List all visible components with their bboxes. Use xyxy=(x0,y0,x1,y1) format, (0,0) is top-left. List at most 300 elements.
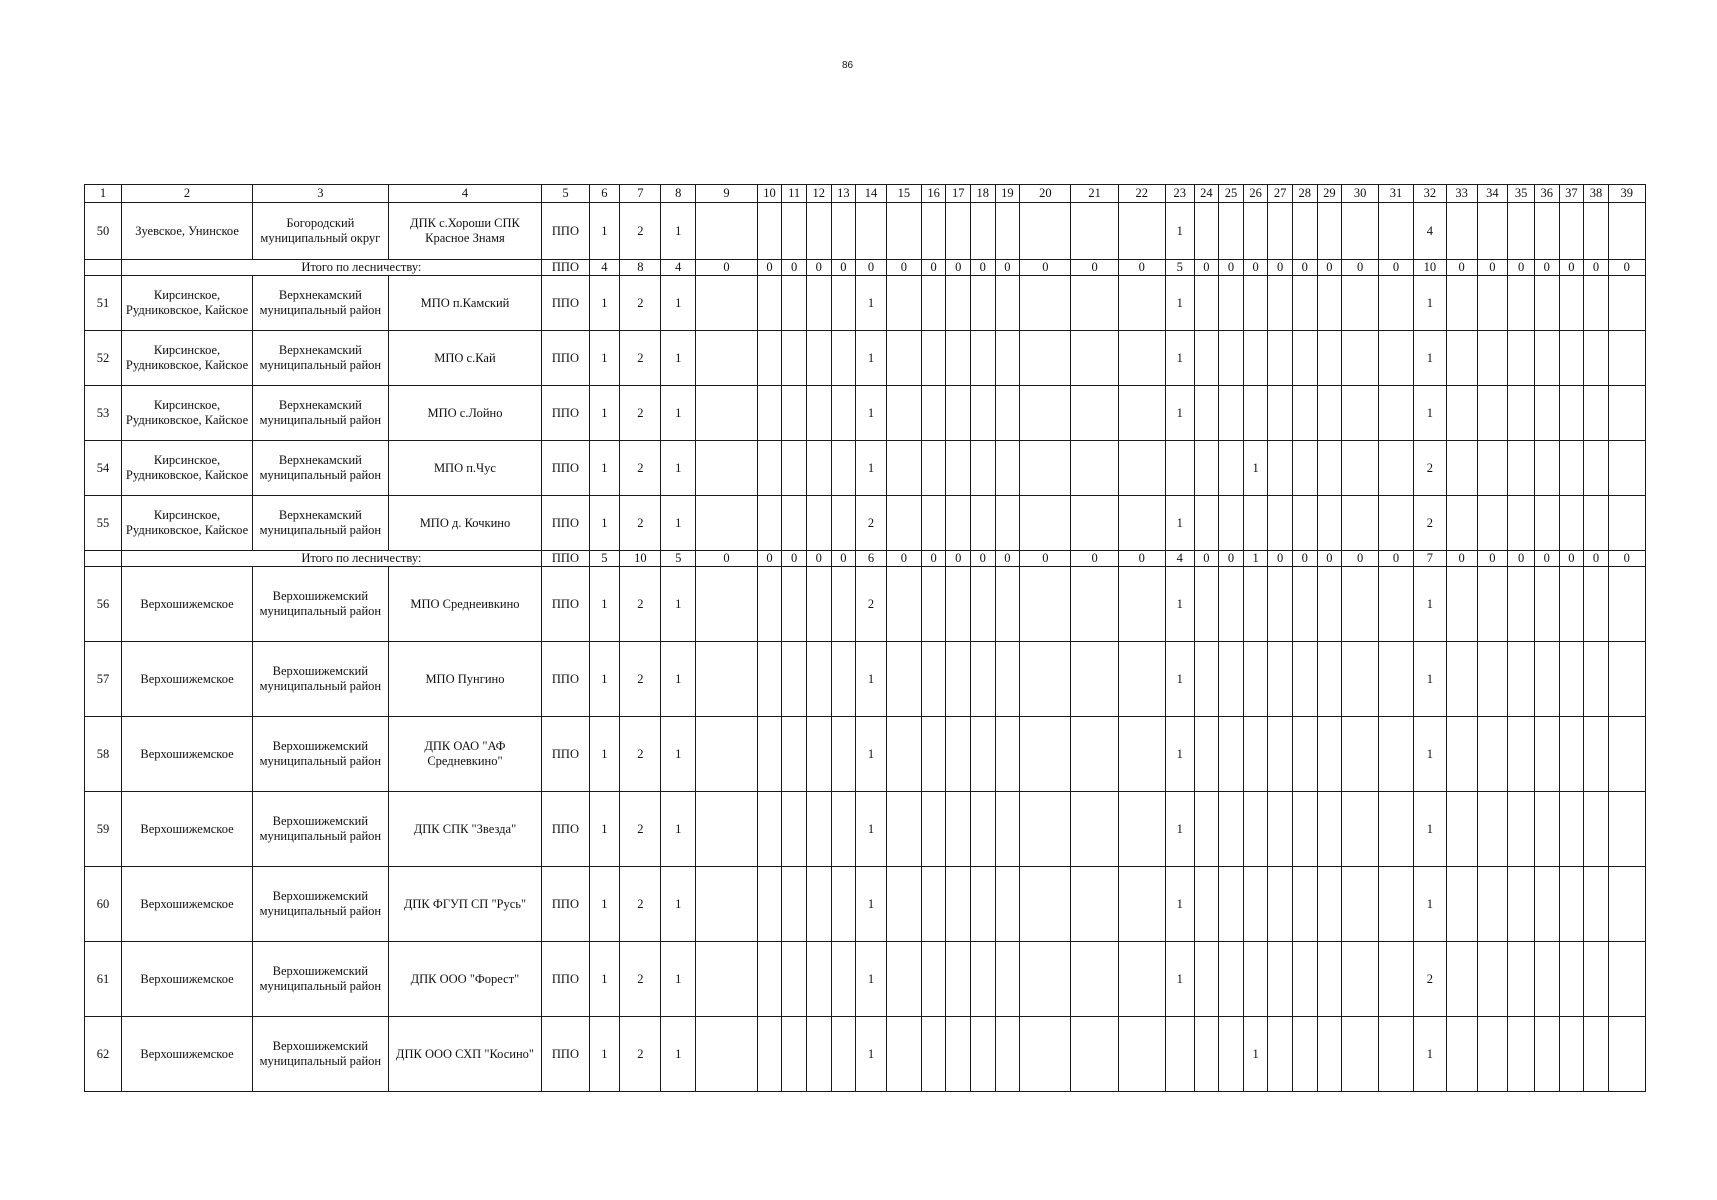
value-cell xyxy=(1118,441,1165,496)
value-cell xyxy=(1194,942,1219,1017)
value-cell: 1 xyxy=(589,567,620,642)
settlement-cell: Верхошижемское xyxy=(121,792,252,867)
value-cell: 1 xyxy=(856,386,887,441)
header-row xyxy=(85,185,1646,203)
value-cell: 2 xyxy=(620,386,661,441)
row-number-cell: 59 xyxy=(85,792,122,867)
subtotal-cell: 0 xyxy=(886,551,921,567)
subtotal-cell: ППО xyxy=(542,551,589,567)
column-number: 5 xyxy=(542,185,589,203)
organization-cell: МПО Пунгино xyxy=(388,642,542,717)
settlement-cell: Верхошижемское xyxy=(121,1017,252,1092)
value-cell: 4 xyxy=(1413,203,1446,260)
subtotal-cell: 0 xyxy=(921,260,946,276)
value-cell xyxy=(696,792,758,867)
value-cell: 1 xyxy=(1165,276,1194,331)
subtotal-cell: 0 xyxy=(1243,260,1268,276)
value-cell xyxy=(1292,867,1317,942)
value-cell xyxy=(1118,276,1165,331)
row-number-cell: 55 xyxy=(85,496,122,551)
value-cell xyxy=(1477,717,1508,792)
value-cell: 1 xyxy=(589,496,620,551)
column-number: 7 xyxy=(620,185,661,203)
value-cell xyxy=(831,496,856,551)
value-cell xyxy=(1194,276,1219,331)
value-cell xyxy=(1608,441,1645,496)
value-cell xyxy=(1020,276,1071,331)
value-cell xyxy=(1165,441,1194,496)
value-cell xyxy=(1071,717,1118,792)
value-cell xyxy=(971,792,996,867)
value-cell xyxy=(1446,203,1477,260)
value-cell xyxy=(1243,386,1268,441)
organization-cell: ДПК СПК "Звезда" xyxy=(388,792,542,867)
value-cell xyxy=(1317,441,1342,496)
value-cell xyxy=(831,331,856,386)
value-cell: 1 xyxy=(589,1017,620,1092)
value-cell: 1 xyxy=(661,496,696,551)
subtotal-cell: 0 xyxy=(831,260,856,276)
value-cell xyxy=(1194,496,1219,551)
municipality-cell: Верхошижемский муниципальный район xyxy=(253,792,388,867)
value-cell xyxy=(995,792,1020,867)
value-cell xyxy=(1194,386,1219,441)
value-cell xyxy=(1584,1017,1609,1092)
value-cell xyxy=(995,441,1020,496)
value-cell xyxy=(696,276,758,331)
value-cell xyxy=(696,1017,758,1092)
table-row xyxy=(85,1017,1646,1092)
value-cell: 1 xyxy=(661,867,696,942)
value-cell xyxy=(782,203,807,260)
value-cell xyxy=(1194,1017,1219,1092)
value-cell xyxy=(946,717,971,792)
value-cell xyxy=(1379,717,1414,792)
value-cell xyxy=(1342,496,1379,551)
value-cell xyxy=(1477,276,1508,331)
value-cell: 1 xyxy=(1165,203,1194,260)
row-number-cell: 60 xyxy=(85,867,122,942)
value-cell xyxy=(921,1017,946,1092)
municipality-cell: Верхошижемский муниципальный район xyxy=(253,942,388,1017)
organization-cell: МПО с.Лойно xyxy=(388,386,542,441)
value-cell xyxy=(1534,386,1559,441)
value-cell xyxy=(1342,1017,1379,1092)
value-cell xyxy=(1508,717,1535,792)
value-cell: 1 xyxy=(1165,717,1194,792)
value-cell xyxy=(1292,276,1317,331)
subtotal-cell: 0 xyxy=(1194,260,1219,276)
column-number: 9 xyxy=(696,185,758,203)
subtotal-cell: 0 xyxy=(1559,260,1584,276)
value-cell xyxy=(782,717,807,792)
value-cell xyxy=(1317,567,1342,642)
subtotal-cell: 0 xyxy=(1477,260,1508,276)
subtotal-cell: 4 xyxy=(1165,551,1194,567)
value-cell xyxy=(1219,276,1244,331)
value-cell xyxy=(1118,203,1165,260)
value-cell xyxy=(946,441,971,496)
column-number: 26 xyxy=(1243,185,1268,203)
value-cell xyxy=(1020,331,1071,386)
value-cell xyxy=(806,496,831,551)
value-cell: 2 xyxy=(1413,441,1446,496)
value-cell xyxy=(1508,331,1535,386)
value-cell: 2 xyxy=(620,1017,661,1092)
value-cell: 1 xyxy=(1165,567,1194,642)
value-cell xyxy=(1584,441,1609,496)
subtotal-cell: 10 xyxy=(1413,260,1446,276)
value-cell xyxy=(1243,942,1268,1017)
value-cell xyxy=(995,642,1020,717)
unit-type-cell: ППО xyxy=(542,386,589,441)
value-cell xyxy=(971,496,996,551)
value-cell xyxy=(971,203,996,260)
value-cell xyxy=(1379,331,1414,386)
value-cell xyxy=(806,717,831,792)
value-cell xyxy=(1268,441,1293,496)
value-cell xyxy=(1508,276,1535,331)
value-cell xyxy=(1268,331,1293,386)
subtotal-cell: 0 xyxy=(856,260,887,276)
value-cell xyxy=(782,496,807,551)
subtotal-row xyxy=(85,260,1646,276)
subtotal-cell: 0 xyxy=(1118,260,1165,276)
value-cell xyxy=(1292,331,1317,386)
value-cell xyxy=(1342,642,1379,717)
value-cell xyxy=(1268,867,1293,942)
value-cell xyxy=(1379,203,1414,260)
organization-cell: МПО п.Камский xyxy=(388,276,542,331)
settlement-cell: Кирсинское, Рудниковское, Кайское xyxy=(121,496,252,551)
settlement-cell: Верхошижемское xyxy=(121,942,252,1017)
unit-type-cell: ППО xyxy=(542,942,589,1017)
subtotal-cell: 0 xyxy=(1292,260,1317,276)
column-number: 28 xyxy=(1292,185,1317,203)
value-cell xyxy=(946,203,971,260)
value-cell xyxy=(1219,867,1244,942)
value-cell xyxy=(1508,203,1535,260)
value-cell: 1 xyxy=(661,1017,696,1092)
organization-cell: МПО д. Кочкино xyxy=(388,496,542,551)
value-cell: 1 xyxy=(1413,717,1446,792)
value-cell xyxy=(806,567,831,642)
subtotal-cell: 0 xyxy=(946,551,971,567)
value-cell xyxy=(1243,567,1268,642)
value-cell xyxy=(1608,867,1645,942)
value-cell xyxy=(1020,867,1071,942)
settlement-cell: Верхошижемское xyxy=(121,642,252,717)
value-cell: 2 xyxy=(620,867,661,942)
value-cell xyxy=(1194,441,1219,496)
value-cell xyxy=(1342,717,1379,792)
subtotal-cell: 0 xyxy=(1317,551,1342,567)
settlement-cell: Верхошижемское xyxy=(121,867,252,942)
value-cell xyxy=(1071,331,1118,386)
value-cell xyxy=(1194,642,1219,717)
value-cell xyxy=(1584,386,1609,441)
value-cell xyxy=(1219,567,1244,642)
value-cell xyxy=(971,717,996,792)
value-cell xyxy=(971,567,996,642)
value-cell xyxy=(1446,717,1477,792)
value-cell xyxy=(831,1017,856,1092)
value-cell xyxy=(757,1017,782,1092)
value-cell xyxy=(1243,331,1268,386)
value-cell: 1 xyxy=(589,331,620,386)
value-cell xyxy=(921,942,946,1017)
value-cell xyxy=(1534,942,1559,1017)
organization-cell: ДПК ООО СХП "Косино" xyxy=(388,1017,542,1092)
settlement-cell: Верхошижемское xyxy=(121,567,252,642)
subtotal-cell: 0 xyxy=(921,551,946,567)
value-cell xyxy=(1317,276,1342,331)
subtotal-cell: 0 xyxy=(995,260,1020,276)
value-cell xyxy=(1446,642,1477,717)
subtotal-row xyxy=(85,551,1646,567)
subtotal-cell: 0 xyxy=(696,260,758,276)
column-number: 20 xyxy=(1020,185,1071,203)
value-cell xyxy=(995,496,1020,551)
subtotal-cell: 0 xyxy=(782,260,807,276)
value-cell: 1 xyxy=(1413,792,1446,867)
subtotal-cell: 0 xyxy=(1446,260,1477,276)
column-number: 30 xyxy=(1342,185,1379,203)
value-cell xyxy=(946,942,971,1017)
value-cell xyxy=(1534,792,1559,867)
subtotal-cell: 4 xyxy=(661,260,696,276)
value-cell xyxy=(921,642,946,717)
municipality-cell: Верхнекамский муниципальный район xyxy=(253,496,388,551)
organization-cell: МПО Среднеивкино xyxy=(388,567,542,642)
value-cell xyxy=(1534,1017,1559,1092)
value-cell xyxy=(921,867,946,942)
value-cell xyxy=(757,441,782,496)
value-cell xyxy=(1071,496,1118,551)
row-number-cell: 54 xyxy=(85,441,122,496)
value-cell xyxy=(946,386,971,441)
value-cell xyxy=(1268,203,1293,260)
value-cell xyxy=(1608,203,1645,260)
value-cell xyxy=(1477,867,1508,942)
municipality-cell: Верхнекамский муниципальный район xyxy=(253,441,388,496)
value-cell xyxy=(921,386,946,441)
value-cell: 1 xyxy=(1165,867,1194,942)
value-cell xyxy=(831,717,856,792)
column-number: 31 xyxy=(1379,185,1414,203)
subtotal-cell: 0 xyxy=(1020,260,1071,276)
organization-cell: ДПК ОАО "АФ Средневкино" xyxy=(388,717,542,792)
value-cell xyxy=(886,867,921,942)
subtotal-cell: 0 xyxy=(1508,260,1535,276)
value-cell xyxy=(995,567,1020,642)
value-cell xyxy=(921,717,946,792)
column-number: 4 xyxy=(388,185,542,203)
value-cell xyxy=(1584,203,1609,260)
value-cell xyxy=(1071,386,1118,441)
value-cell: 1 xyxy=(1165,792,1194,867)
subtotal-cell: 0 xyxy=(1534,551,1559,567)
value-cell: 1 xyxy=(856,792,887,867)
value-cell xyxy=(1020,942,1071,1017)
value-cell xyxy=(1534,496,1559,551)
value-cell xyxy=(1268,942,1293,1017)
value-cell xyxy=(696,496,758,551)
subtotal-cell: 0 xyxy=(757,551,782,567)
value-cell xyxy=(1379,642,1414,717)
value-cell xyxy=(1342,386,1379,441)
value-cell xyxy=(1020,441,1071,496)
subtotal-cell: 0 xyxy=(757,260,782,276)
value-cell: 2 xyxy=(1413,942,1446,1017)
value-cell xyxy=(806,203,831,260)
subtotal-cell: 5 xyxy=(1165,260,1194,276)
subtotal-cell: 0 xyxy=(1559,551,1584,567)
table-row xyxy=(85,441,1646,496)
value-cell xyxy=(1608,567,1645,642)
row-number-cell: 53 xyxy=(85,386,122,441)
column-number: 2 xyxy=(121,185,252,203)
value-cell xyxy=(1608,942,1645,1017)
value-cell: 1 xyxy=(589,867,620,942)
value-cell xyxy=(1477,642,1508,717)
value-cell xyxy=(1508,792,1535,867)
subtotal-cell: 0 xyxy=(1268,260,1293,276)
value-cell xyxy=(1118,331,1165,386)
value-cell xyxy=(1559,942,1584,1017)
value-cell xyxy=(1508,642,1535,717)
value-cell: 1 xyxy=(589,942,620,1017)
value-cell xyxy=(1584,496,1609,551)
value-cell xyxy=(806,867,831,942)
value-cell: 1 xyxy=(661,567,696,642)
value-cell: 1 xyxy=(856,1017,887,1092)
value-cell xyxy=(1165,1017,1194,1092)
value-cell xyxy=(1118,1017,1165,1092)
subtotal-cell: 0 xyxy=(1446,551,1477,567)
value-cell xyxy=(782,276,807,331)
settlement-cell: Зуевское, Унинское xyxy=(121,203,252,260)
value-cell xyxy=(1379,441,1414,496)
column-number: 12 xyxy=(806,185,831,203)
settlement-cell: Кирсинское, Рудниковское, Кайское xyxy=(121,386,252,441)
value-cell xyxy=(946,567,971,642)
row-number-cell: 56 xyxy=(85,567,122,642)
value-cell: 1 xyxy=(1413,642,1446,717)
value-cell: 1 xyxy=(1413,567,1446,642)
value-cell xyxy=(696,331,758,386)
value-cell xyxy=(1020,792,1071,867)
subtotal-row-number-cell xyxy=(85,551,122,567)
column-number: 13 xyxy=(831,185,856,203)
value-cell xyxy=(1071,642,1118,717)
municipality-cell: Верхошижемский муниципальный район xyxy=(253,567,388,642)
column-number: 17 xyxy=(946,185,971,203)
column-number: 19 xyxy=(995,185,1020,203)
value-cell xyxy=(1071,203,1118,260)
value-cell xyxy=(1379,792,1414,867)
subtotal-cell: 5 xyxy=(661,551,696,567)
value-cell xyxy=(757,642,782,717)
value-cell xyxy=(757,942,782,1017)
table-row xyxy=(85,567,1646,642)
column-number: 11 xyxy=(782,185,807,203)
value-cell xyxy=(782,567,807,642)
value-cell xyxy=(1477,942,1508,1017)
value-cell xyxy=(921,331,946,386)
value-cell xyxy=(886,792,921,867)
value-cell xyxy=(1292,386,1317,441)
value-cell xyxy=(1194,203,1219,260)
subtotal-cell: 0 xyxy=(886,260,921,276)
value-cell xyxy=(1317,642,1342,717)
value-cell xyxy=(1342,942,1379,1017)
value-cell xyxy=(1219,1017,1244,1092)
subtotal-cell: 1 xyxy=(1243,551,1268,567)
value-cell xyxy=(1317,331,1342,386)
value-cell xyxy=(806,331,831,386)
value-cell xyxy=(971,942,996,1017)
value-cell xyxy=(1118,792,1165,867)
value-cell xyxy=(946,331,971,386)
row-number-cell: 61 xyxy=(85,942,122,1017)
value-cell xyxy=(1508,567,1535,642)
value-cell: 1 xyxy=(1165,496,1194,551)
value-cell: 1 xyxy=(856,441,887,496)
value-cell xyxy=(886,203,921,260)
row-number-cell: 57 xyxy=(85,642,122,717)
value-cell xyxy=(1219,441,1244,496)
value-cell: 1 xyxy=(1413,867,1446,942)
value-cell xyxy=(1477,496,1508,551)
subtotal-cell: 0 xyxy=(1379,551,1414,567)
value-cell: 1 xyxy=(661,717,696,792)
value-cell: 1 xyxy=(661,792,696,867)
value-cell xyxy=(757,792,782,867)
value-cell xyxy=(1268,642,1293,717)
value-cell xyxy=(971,441,996,496)
subtotal-cell: 0 xyxy=(1342,260,1379,276)
subtotal-cell: 0 xyxy=(1020,551,1071,567)
value-cell xyxy=(1584,276,1609,331)
value-cell xyxy=(806,792,831,867)
subtotal-cell: 0 xyxy=(1292,551,1317,567)
subtotal-cell: 0 xyxy=(1268,551,1293,567)
value-cell xyxy=(782,331,807,386)
subtotal-cell: 0 xyxy=(971,260,996,276)
organization-cell: МПО с.Кай xyxy=(388,331,542,386)
column-number: 39 xyxy=(1608,185,1645,203)
value-cell xyxy=(1379,942,1414,1017)
value-cell xyxy=(696,717,758,792)
value-cell: 1 xyxy=(661,441,696,496)
value-cell xyxy=(886,276,921,331)
subtotal-cell: 0 xyxy=(1534,260,1559,276)
value-cell: 2 xyxy=(620,567,661,642)
value-cell xyxy=(782,441,807,496)
value-cell xyxy=(946,792,971,867)
subtotal-cell: 0 xyxy=(995,551,1020,567)
allocation-table xyxy=(84,184,1646,1092)
table-row xyxy=(85,276,1646,331)
page-number: 86 xyxy=(842,60,854,71)
value-cell xyxy=(1118,717,1165,792)
subtotal-cell: 0 xyxy=(1608,551,1645,567)
value-cell: 2 xyxy=(620,942,661,1017)
value-cell xyxy=(856,203,887,260)
table-row xyxy=(85,867,1646,942)
subtotal-cell: 0 xyxy=(1317,260,1342,276)
